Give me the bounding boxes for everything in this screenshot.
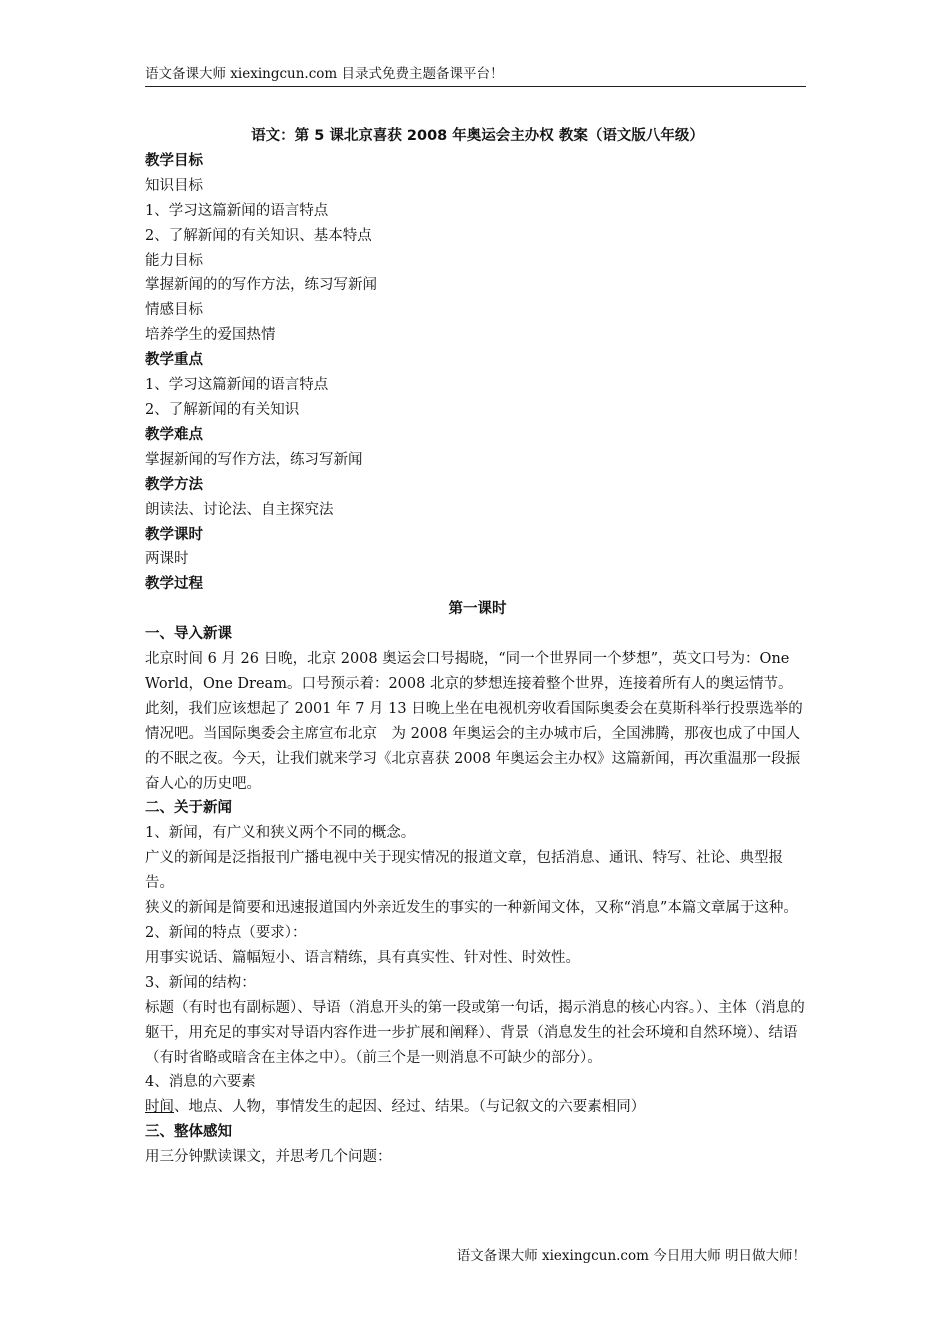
knowledge-label: 知识目标 bbox=[145, 177, 203, 194]
section2-line: 4、消息的六要素 bbox=[145, 1074, 256, 1091]
page-footer: 语文备课大师 xiexingcun.com 今日用大师 明日做大师！ bbox=[456, 1248, 806, 1264]
process-heading: 教学过程 bbox=[145, 576, 203, 593]
section1-heading: 一、导入新课 bbox=[145, 626, 232, 643]
methods-text: 朗读法、讨论法、自主探究法 bbox=[145, 501, 334, 518]
knowledge-item: 2、了解新闻的有关知识、基本特点 bbox=[145, 227, 372, 244]
section2-line: 1、新闻，有广义和狭义两个不同的概念。 bbox=[145, 825, 416, 842]
section3-text: 用三分钟默读课文，并思考几个问题： bbox=[145, 1149, 392, 1166]
six-elements-text: 、地点、人物，事情发生的起因、经过、结果。（与记叙文的六要素相同） bbox=[174, 1099, 646, 1116]
ability-label: 能力目标 bbox=[145, 252, 203, 269]
underlined-word: 时间 bbox=[145, 1099, 174, 1116]
section2-line: 2、新闻的特点（要求）： bbox=[145, 925, 307, 941]
section2-line: 用事实说话、篇幅短小、语言精练，具有真实性、针对性、时效性。 bbox=[145, 949, 580, 966]
section1-para: 北京时间 6 月 26 日晚，北京 2008 奥运会口号揭晓，“同一个世界同一个梦想”，英文口号为：One World，One Dream。口号预示着：2008 北京的梦想连接着整个世界，连接着所有人的奥运情节。 bbox=[145, 651, 793, 692]
section2-heading: 二、关于新闻 bbox=[145, 800, 232, 817]
objectives-heading: 教学目标 bbox=[145, 152, 203, 169]
difficulty-heading: 教学难点 bbox=[145, 426, 203, 443]
page-header: 语文备课大师 xiexingcun.com 目录式免费主题备课平台！ bbox=[145, 64, 806, 87]
methods-heading: 教学方法 bbox=[145, 476, 203, 493]
section3-heading: 三、整体感知 bbox=[145, 1124, 232, 1141]
section2-line: 狭义的新闻是简要和迅速报道国内外亲近发生的事实的一种新闻文体，又称“消息”本篇文章属于这种。 bbox=[145, 900, 798, 917]
lesson-heading: 第一课时 bbox=[448, 601, 507, 618]
emotion-text: 培养学生的爱国热情 bbox=[145, 327, 276, 344]
knowledge-item: 1、学习这篇新闻的语言特点 bbox=[145, 202, 329, 219]
difficulty-text: 掌握新闻的写作方法，练习写新闻 bbox=[145, 451, 363, 468]
section2-line: 标题（有时也有副标题）、导语（消息开头的第一段或第一句话，揭示消息的核心内容。）、主体（消息的躯干，用充足的事实对导语内容作进一步扩展和阐释）、背景（消息发生的社会环境和自然环境）、结语（有时省略或暗含在主体之中）。（前三个是一则消息不可缺少的部分）。 bbox=[145, 999, 805, 1066]
hours-heading: 教学课时 bbox=[145, 526, 203, 543]
key-point-item: 1、学习这篇新闻的语言特点 bbox=[145, 377, 329, 394]
ability-text: 掌握新闻的的写作方法，练习写新闻 bbox=[145, 277, 377, 294]
section2-line: 广义的新闻是泛指报刊广播电视中关于现实情况的报道文章，包括消息、通讯、特写、社论、典型报告。 bbox=[145, 850, 783, 892]
section2-line bbox=[145, 1095, 810, 1120]
doc-title: 语文：第 5 课北京喜获 2008 年奥运会主办权 教案（语文版八年级） bbox=[251, 128, 704, 144]
key-point-item: 2、了解新闻的有关知识 bbox=[145, 401, 300, 418]
section1-para: 此刻，我们应该想起了 2001 年 7 月 13 日晚上坐在电视机旁收看国际奥委会在莫斯科举行投票选举的情况吧。当国际奥委会主席宣布北京 为 2008 年奥运会的主办城市后，全国沸腾，那夜也成了中国人的不眠之夜。今天，让我们就来学习《北京喜获 2008 年奥运会主办权》这篇新闻，再次重温那一段振奋人心的历史吧。 bbox=[145, 700, 803, 792]
document-body bbox=[145, 124, 810, 1170]
emotion-label: 情感目标 bbox=[145, 302, 203, 319]
hours-text: 两课时 bbox=[145, 551, 189, 568]
section2-line: 3、新闻的结构： bbox=[145, 974, 256, 991]
key-points-heading: 教学重点 bbox=[145, 352, 203, 369]
